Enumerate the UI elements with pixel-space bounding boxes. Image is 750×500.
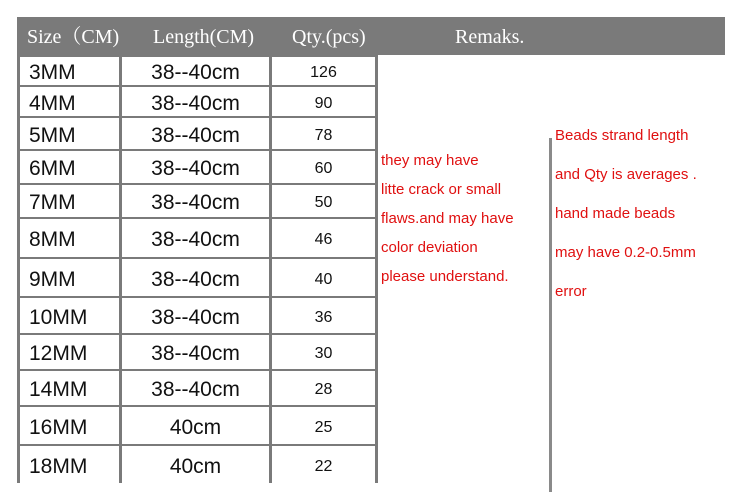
cell-size: 12MM (20, 335, 119, 369)
cell-length: 38--40cm (122, 87, 269, 116)
cell-size: 9MM (20, 259, 119, 296)
size-chart-table (17, 17, 725, 483)
header-remarks: Remaks. (455, 26, 525, 48)
cell-length: 38--40cm (122, 335, 269, 369)
remark-line: Beads strand length (555, 127, 689, 144)
cell-size: 8MM (20, 219, 119, 257)
remark-line: hand made beads (555, 205, 676, 222)
cell-length: 38--40cm (122, 151, 269, 183)
cell-qty: 28 (272, 371, 375, 405)
cell-length: 40cm (122, 407, 269, 444)
table-header (17, 17, 725, 55)
remark-note-right (555, 116, 697, 311)
cell-qty: 90 (272, 87, 375, 116)
cell-size: 3MM (20, 57, 119, 85)
remark-line: litte crack or small (381, 181, 502, 198)
cell-qty: 46 (272, 219, 375, 257)
cell-size: 4MM (20, 87, 119, 116)
remarks-divider (549, 138, 552, 492)
cell-length: 38--40cm (122, 219, 269, 257)
cell-qty: 30 (272, 335, 375, 369)
cell-qty: 40 (272, 259, 375, 296)
cell-size: 6MM (20, 151, 119, 183)
cell-qty: 22 (272, 446, 375, 483)
remark-line: they may have (381, 152, 479, 169)
cell-length: 38--40cm (122, 298, 269, 333)
cell-length: 38--40cm (122, 371, 269, 405)
cell-size: 5MM (20, 118, 119, 149)
cell-size: 16MM (20, 407, 119, 444)
cell-length: 38--40cm (122, 57, 269, 85)
remark-line: may have 0.2-0.5mm (555, 244, 696, 261)
header-length: Length(CM) (153, 26, 255, 48)
header-qty: Qty.(pcs) (292, 26, 366, 48)
cell-length: 38--40cm (122, 185, 269, 217)
cell-qty: 60 (272, 151, 375, 183)
cell-qty: 78 (272, 118, 375, 149)
cell-size: 14MM (20, 371, 119, 405)
cell-qty: 25 (272, 407, 375, 444)
cell-size: 18MM (20, 446, 119, 483)
remark-line: color deviation (381, 239, 478, 256)
remark-line: and Qty is averages . (555, 166, 697, 183)
cell-qty: 36 (272, 298, 375, 333)
cell-length: 38--40cm (122, 118, 269, 149)
remark-line: flaws.and may have (381, 210, 514, 227)
cell-length: 40cm (122, 446, 269, 483)
cell-size: 10MM (20, 298, 119, 333)
cell-qty: 126 (272, 57, 375, 85)
cell-length: 38--40cm (122, 259, 269, 296)
remark-line: please understand. (381, 268, 509, 285)
remark-note-left (381, 146, 514, 291)
cell-size: 7MM (20, 185, 119, 217)
header-size: Size（CM) (27, 26, 120, 48)
cell-qty: 50 (272, 185, 375, 217)
remark-line: error (555, 283, 587, 300)
